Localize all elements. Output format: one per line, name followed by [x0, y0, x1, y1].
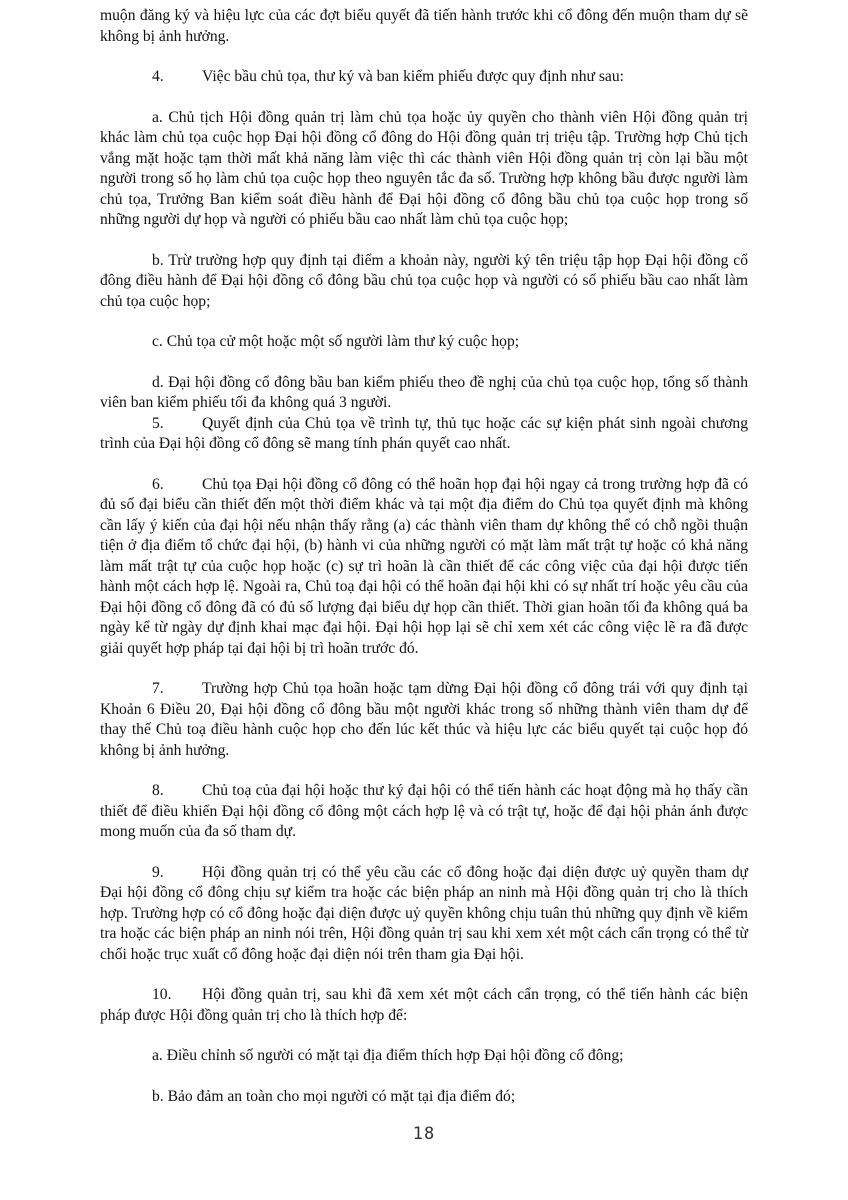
clause-4-item-c: c. Chủ tọa cử một hoặc một số người làm thư ký cuộc họp; [152, 333, 520, 350]
clause-8 [100, 781, 748, 843]
clause-8-text: Chủ toạ của đại hội hoặc thư ký đại hội có thể tiến hành các hoạt động mà họ thấy cần thiết để điều khiển Đại hội đồng cổ đông một cách hợp lệ và có trật tự, hoặc để đại hội phản ánh được mong muốn của đa số tham dự. [100, 782, 748, 840]
clause-6-text: Chủ tọa Đại hội đồng cổ đông có thể hoãn họp đại hội ngay cả trong trường hợp đã có đủ số đại biểu cần thiết đến một thời điểm khác và tại một địa điểm do Chủ tọa quyết định mà không cần lấy ý kiến của đại hội nếu nhận thấy rằng (a) các thành viên tham dự không thể có chỗ ngồi thuận tiện ở địa điểm tổ chức đại hội, (b) hành vi của những người có mặt làm mất trật tự hoặc có khả năng làm mất trật tự của cuộc họp hoặc (c) sự trì hoãn là cần thiết để các công việc của đại hội được tiến hành một cách hợp lệ. Ngoài ra, Chủ toạ đại hội có thể hoãn đại hội khi có sự nhất trí hoặc yêu cầu của Đại hội đồng cổ đông đã có đủ số lượng đại biểu dự họp cần thiết. Thời gian hoãn tối đa không quá ba ngày kể từ ngày dự định khai mạc đại hội. Đại hội họp lại sẽ chỉ xem xét các công việc lẽ ra đã được giải quyết hợp pháp tại đại hội bị trì hoãn trước đó. [100, 475, 748, 657]
clause-10-text: Hội đồng quản trị, sau khi đã xem xét một cách cẩn trọng, có thể tiến hành các biện pháp được Hội đồng quản trị cho là thích hợp để: [100, 986, 748, 1024]
paragraph-continuation: muộn đăng ký và hiệu lực của các đợt biểu quyết đã tiến hành trước khi cổ đông đến muộn tham dự sẽ không bị ảnh hưởng. [100, 7, 748, 45]
clause-7-number: 7. [152, 680, 164, 697]
clause-9 [100, 863, 748, 966]
clause-5 [100, 414, 748, 455]
clause-9-number: 9. [152, 863, 164, 881]
clause-10-item-b: b. Bảo đảm an toàn cho mọi người có mặt tại địa điểm đó; [152, 1087, 516, 1105]
clause-10 [100, 985, 748, 1026]
clause-4-text: Việc bầu chủ tọa, thư ký và ban kiểm phiếu được quy định như sau: [202, 68, 624, 85]
clause-4-item-b: b. Trừ trường hợp quy định tại điểm a khoản này, người ký tên triệu tập họp Đại hội đồng cổ đông điều hành để Đại hội đồng cổ đông bầu chủ tọa cuộc họp và người có số phiếu bầu cao nhất làm chủ tọa cuộc họp; [100, 251, 748, 310]
clause-4 [100, 67, 748, 88]
clause-7-text: Trường hợp Chủ tọa hoãn hoặc tạm dừng Đại hội đồng cổ đông trái với quy định tại Khoản 6 Điều 20, Đại hội đồng cổ đông bầu một người khác trong số những thành viên tham dự để thay thế Chủ toạ điều hành cuộc họp cho đến lúc kết thúc và hiệu lực các biểu quyết tại cuộc họp đó không bị ảnh hưởng. [100, 680, 748, 759]
clause-8-number: 8. [152, 782, 164, 799]
clause-6 [100, 475, 748, 660]
clause-10-item-a: a. Điều chỉnh số người có mặt tại địa điểm thích hợp Đại hội đồng cổ đông; [152, 1047, 624, 1064]
clause-9-text: Hội đồng quản trị có thể yêu cầu các cổ đông hoặc đại diện được uỷ quyền tham dự Đại hội đồng cổ đông chịu sự kiểm tra hoặc các biện pháp an ninh mà Hội đồng quản trị cho là thích hợp. Trường hợp có cổ đông hoặc đại diện được uỷ quyền không chịu tuân thủ những quy định về kiểm tra hoặc các biện pháp an ninh nói trên, Hội đồng quản trị sau khi xem xét một cách cẩn trọng có thể từ chối hoặc trục xuất cổ đông hoặc đại diện nói trên tham gia Đại hội. [100, 863, 748, 963]
clause-7 [100, 679, 748, 761]
clause-4-item-d: d. Đại hội đồng cổ đông bầu ban kiểm phiếu theo đề nghị của chủ tọa cuộc họp, tổng số thành viên ban kiểm phiếu tối đa không quá 3 người. [100, 373, 748, 411]
page-number: 18 [412, 1124, 436, 1144]
document-body [100, 6, 748, 1107]
clause-4-item-a: a. Chủ tịch Hội đồng quản trị làm chủ tọa hoặc ủy quyền cho thành viên Hội đồng quản trị khác làm chủ tọa cuộc họp Đại hội đồng cổ đông do Hội đồng quản trị triệu tập. Trường hợp Chủ tịch vắng mặt hoặc tạm thời mất khả năng làm việc thì các thành viên Hội đồng quản trị còn lại bầu một người trong số họ làm chủ tọa cuộc họp theo nguyên tắc đa số. Trường hợp không bầu được người làm chủ tọa, Trưởng Ban kiểm soát điều hành để Đại hội đồng cổ đông bầu chủ tọa cuộc họp trong số những người dự họp và người có phiếu bầu cao nhất làm chủ tọa cuộc họp; [100, 108, 748, 228]
clause-6-number: 6. [152, 475, 164, 493]
clause-5-number: 5. [152, 414, 164, 432]
clause-5-text: Quyết định của Chủ tọa về trình tự, thủ tục hoặc các sự kiện phát sinh ngoài chương trình của Đại hội đồng cổ đông sẽ mang tính phán quyết cao nhất. [100, 414, 748, 452]
clause-4-number: 4. [152, 68, 164, 85]
clause-10-number: 10. [152, 986, 172, 1003]
